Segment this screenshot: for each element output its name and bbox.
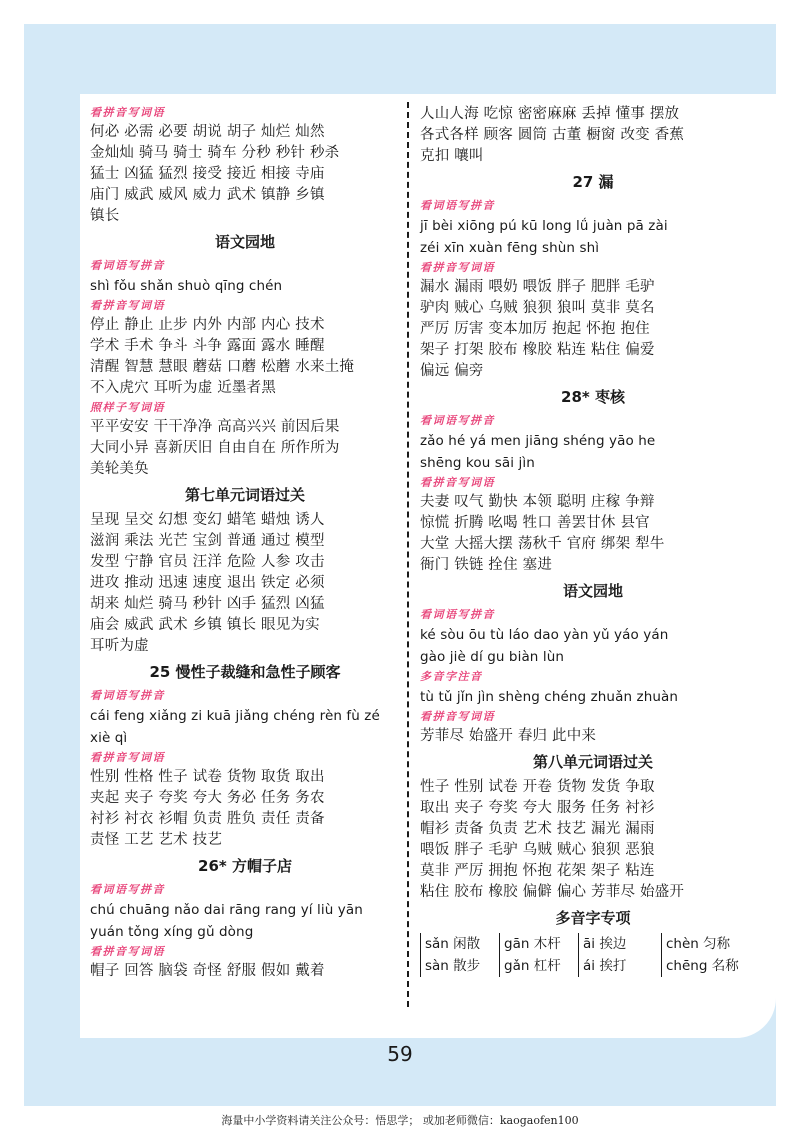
word-line: 性子 性别 试卷 开卷 货物 发货 争取 <box>420 779 655 795</box>
word-block <box>420 777 766 903</box>
word-block <box>90 122 400 227</box>
word-line: 衙门 铁链 拴住 塞进 <box>420 557 553 573</box>
word-line: 克扣 嚷叫 <box>420 148 484 164</box>
word-line: 喂饭 胖子 毛驴 乌贼 贼心 狼狈 恶狼 <box>420 842 655 858</box>
word-line: 驴肉 贼心 乌贼 狼狈 狼叫 莫非 莫名 <box>420 300 655 316</box>
section-header: 看拼音写词语 <box>420 476 495 489</box>
pinyin-line: tù tǔ jǐn jìn shèng chéng zhuǎn zhuàn <box>420 689 679 705</box>
word-block <box>420 726 766 747</box>
section-title: 多音字专项 <box>555 909 631 927</box>
footer-note: 海量中小学资料请关注公众号：悟思学； 或加老师微信：kaogaofen100 <box>221 1114 579 1127</box>
word-line: 惊慌 折腾 吆喝 牲口 善罢甘休 县官 <box>420 515 650 531</box>
section-header: 看词语写拼音 <box>90 259 165 272</box>
polyphone-item: sǎn 闲散 <box>420 933 491 955</box>
polyphone-item: ái 挨打 <box>578 955 653 977</box>
word-line: 偏远 偏旁 <box>420 363 484 379</box>
polyphone-item: chēng 名称 <box>661 955 756 977</box>
word-line: 帽子 回答 脑袋 奇怪 舒服 假如 戴着 <box>90 963 325 979</box>
word-line: 漏水 漏雨 喂奶 喂饭 胖子 肥胖 毛驴 <box>420 279 655 295</box>
word-line: 呈现 呈交 幻想 变幻 蜡笔 蜡烛 诱人 <box>90 512 325 528</box>
word-line: 庙门 威武 威风 威力 武术 镇静 乡镇 <box>90 187 325 203</box>
word-line: 衬衫 衬衣 衫帽 负责 胜负 责任 责备 <box>90 811 325 827</box>
section-title: 第七单元词语过关 <box>184 486 305 504</box>
word-line: 学术 手术 争斗 斗争 露面 露水 睡醒 <box>90 338 325 354</box>
polyphone-row <box>420 955 766 977</box>
word-line: 庙会 威武 武术 乡镇 镇长 眼见为实 <box>90 617 320 633</box>
pinyin-line: jī bèi xiōng pú kū long lǘ juàn pā zài <box>420 218 668 234</box>
polyphone-item: chèn 匀称 <box>661 933 756 955</box>
word-line: 架子 打架 胶布 橡胶 粘连 粘住 偏爱 <box>420 342 655 358</box>
section-header: 看词语写拼音 <box>90 883 165 896</box>
word-line: 美轮美奂 <box>90 461 149 477</box>
word-line: 人山人海 吃惊 密密麻麻 丢掉 懂事 摆放 <box>420 106 680 122</box>
section-header: 看拼音写词语 <box>420 261 495 274</box>
section-title: 27 漏 <box>572 173 614 191</box>
word-line: 滋润 乘法 光芒 宝剑 普通 通过 模型 <box>90 533 325 549</box>
pinyin-line: cái feng xiǎng zi kuā jiǎng chéng rèn fù zé <box>90 708 380 724</box>
pinyin-line: ké sòu ōu tù láo dao yàn yǔ yáo yán <box>420 627 669 643</box>
section-header: 多音字注音 <box>420 670 483 683</box>
word-line: 耳听为虚 <box>90 638 149 654</box>
word-line: 大同小异 喜新厌旧 自由自在 所作所为 <box>90 440 340 456</box>
pinyin-block <box>90 275 400 297</box>
section-title: 28* 枣核 <box>561 388 625 406</box>
section-header: 看拼音写词语 <box>90 751 165 764</box>
word-block <box>420 104 766 167</box>
polyphone-item: sàn 散步 <box>420 955 491 977</box>
left-column <box>90 104 400 982</box>
section-header: 照样子写词语 <box>90 401 165 414</box>
word-block <box>420 492 766 576</box>
pinyin-block <box>420 430 766 474</box>
word-line: 帽衫 责备 负责 艺术 技艺 漏光 漏雨 <box>420 821 655 837</box>
polyphone-row <box>420 933 766 955</box>
word-line: 清醒 智慧 慧眼 蘑菇 口蘑 松蘑 水来土掩 <box>90 359 355 375</box>
pinyin-block <box>420 624 766 668</box>
section-title: 第八单元词语过关 <box>532 753 653 771</box>
word-line: 夹起 夹子 夸奖 夸大 务必 任务 务农 <box>90 790 325 806</box>
pinyin-block <box>90 899 400 943</box>
word-block <box>90 315 400 399</box>
word-line: 平平安安 干干净净 高高兴兴 前因后果 <box>90 419 340 435</box>
word-line: 粘住 胶布 橡胶 偏僻 偏心 芳菲尽 始盛开 <box>420 884 685 900</box>
section-header: 看拼音写词语 <box>420 710 495 723</box>
pinyin-line: yuán tǒng xíng gǔ dòng <box>90 924 254 940</box>
pinyin-line: shì fǒu shǎn shuò qīng chén <box>90 278 283 294</box>
section-title: 25 慢性子裁缝和急性子顾客 <box>149 663 341 681</box>
polyphone-table <box>420 933 766 977</box>
word-block <box>90 510 400 657</box>
pinyin-block <box>420 686 766 708</box>
column-divider <box>407 102 409 1007</box>
word-line: 莫非 严厉 拥抱 怀抱 花架 架子 粘连 <box>420 863 655 879</box>
section-header: 看词语写拼音 <box>420 199 495 212</box>
section-title: 语文园地 <box>214 233 275 251</box>
word-line: 停止 静止 止步 内外 内部 内心 技术 <box>90 317 325 333</box>
word-line: 夫妻 叹气 勤快 本领 聪明 庄稼 争辩 <box>420 494 655 510</box>
section-header: 看拼音写词语 <box>90 945 165 958</box>
word-line: 各式各样 顾客 圆筒 古董 橱窗 改变 香蕉 <box>420 127 685 143</box>
word-block <box>420 277 766 382</box>
section-title: 26* 方帽子店 <box>198 857 292 875</box>
word-line: 何必 必需 必要 胡说 胡子 灿烂 灿然 <box>90 124 325 140</box>
pinyin-line: zéi xīn xuàn fēng shùn shì <box>420 240 600 256</box>
section-header: 看词语写拼音 <box>90 689 165 702</box>
word-block <box>90 767 400 851</box>
pinyin-block <box>420 215 766 259</box>
word-line: 大堂 大摇大摆 荡秋千 官府 绑架 犁牛 <box>420 536 665 552</box>
word-line: 严厉 厉害 变本加厉 抱起 怀抱 抱住 <box>420 321 650 337</box>
section-header: 看拼音写词语 <box>90 106 165 119</box>
polyphone-item: āi 挨边 <box>578 933 653 955</box>
word-line: 胡来 灿烂 骑马 秒针 凶手 猛烈 凶猛 <box>90 596 325 612</box>
right-column <box>420 104 766 977</box>
word-line: 发型 宁静 官员 汪洋 危险 人参 攻击 <box>90 554 325 570</box>
word-line: 不入虎穴 耳听为虚 近墨者黑 <box>90 380 277 396</box>
section-title: 语文园地 <box>562 582 623 600</box>
word-line: 责怪 工艺 艺术 技艺 <box>90 832 223 848</box>
pinyin-line: zǎo hé yá men jiāng shéng yāo he <box>420 433 656 449</box>
section-header: 看词语写拼音 <box>420 608 495 621</box>
pinyin-line: gào jiè dí gu biàn lùn <box>420 649 565 665</box>
word-line: 镇长 <box>90 208 120 224</box>
content-card <box>80 94 776 1038</box>
word-line: 性别 性格 性子 试卷 货物 取货 取出 <box>90 769 325 785</box>
word-line: 金灿灿 骑马 骑士 骑车 分秒 秒针 秒杀 <box>90 145 340 161</box>
word-line: 进攻 推动 迅速 速度 退出 铁定 必须 <box>90 575 325 591</box>
section-header: 看词语写拼音 <box>420 414 495 427</box>
pinyin-line: chú chuāng nǎo dai rāng rang yí liù yān <box>90 902 363 918</box>
word-line: 猛士 凶猛 猛烈 接受 接近 相接 寺庙 <box>90 166 325 182</box>
word-line: 芳菲尽 始盛开 春归 此中来 <box>420 728 597 744</box>
pinyin-block <box>90 705 400 749</box>
polyphone-item: gǎn 杠杆 <box>499 955 570 977</box>
pinyin-line: shēng kou sāi jìn <box>420 455 535 471</box>
pinyin-line: xiè qì <box>90 730 128 746</box>
word-block <box>90 417 400 480</box>
word-line: 取出 夹子 夸奖 夸大 服务 任务 衬衫 <box>420 800 655 816</box>
section-header: 看拼音写词语 <box>90 299 165 312</box>
page-number: 59 <box>387 1042 413 1066</box>
word-block <box>90 961 400 982</box>
polyphone-item: gān 木杆 <box>499 933 570 955</box>
